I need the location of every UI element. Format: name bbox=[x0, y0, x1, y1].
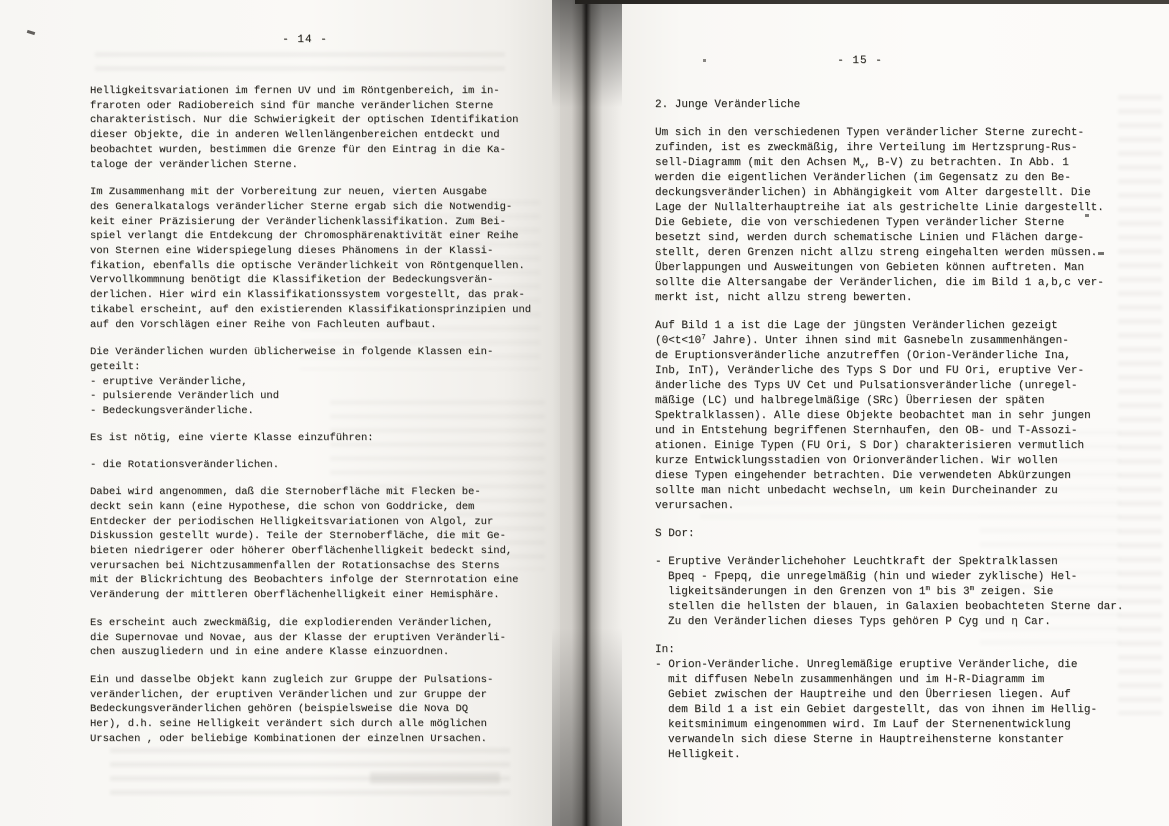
sdor-label: S Dor: bbox=[655, 528, 695, 540]
page-15-text bbox=[655, 98, 1127, 763]
paragraph-fourth-class: Es ist nötig, eine vierte Klasse einzuführen: bbox=[90, 431, 374, 444]
page-14-text bbox=[90, 84, 548, 746]
variable-classes-list bbox=[90, 375, 548, 419]
page-number: - 14 - bbox=[282, 34, 328, 46]
scan-top-edge bbox=[575, 0, 1169, 4]
in-label: In: bbox=[655, 644, 675, 656]
page-number: - 15 - bbox=[837, 55, 883, 67]
paragraph-wavelength-variations: Helligkeitsvariationen im fernen UV und im Röntgenbereich, im in- fraroten oder Radiobereich sind für manche veränderlichen Sterne charakteristisch. Nur die Schwierigkeit der optischen Identifikation dieser Objekte, die in anderen Wellenlängenbereichen entdeckt und beobachtet wurden, bestimmen die Grenze für den Eintrag in die Ka- taloge der veränderlichen Sterne. bbox=[90, 85, 519, 171]
paragraph-catalog-revision: Im Zusammenhang mit der Vorbereitung zur neuen, vierten Ausgabe des Generalkatalogs veränderlicher Sterne ergab sich die Notwendig- keit einer Präzisierung der Veränderlichenklassifikation. Zum Bei- spiel verlangt die Entdekcung der Chromosphärenaktivität einer Reihe von Sternen eine Widerspiegelung dieses Phänomens in der Klassi- fikation, ebenfalls die optische Veränderlichkeit von Röntgenquellen. Vervollkommnung benötigt die Klassifiketion der Bedeckungsverän- derlichen. Hier wird ein Klassifikationssystem vorgestellt, das prak- tikabel erscheint, auf den existierenden Klassifikationsprinzipien und auf den Vorschlägen einer Reihe von Fachleuten aufbaut. bbox=[90, 186, 532, 331]
paragraph-youngest-variables: Auf Bild 1 a ist die Lage der jüngsten Veränderlichen gezeigt ($0<t<10^7$ Jahre). Unter ihnen sind mit Gasnebeln zusammenhängen- de Eruptionsveränderliche anzutreffen (Orion-Veränderliche Ina, Inb, InT), Veränderliche des Typs S Dor und FU Ori, eruptive Ver- änderliche des Typs UV Cet und Pulsationsveränderliche (unregel- mäßige (LC) und halbregelmäßige (SRc) Überriesen der späten Spektralklassen). Alle diese Objekte beobachtet man in sehr jungen und in Entstehung begriffenen Sternhaufen, den OB- und T-Assozi- ationen. Einige Typen (FU Ori, S Dor) charakterisieren vermutlich kurze Entwicklungsstadien von Orionveränderlichen. Wir wollen diese Typen eingehender betrachten. Die verwendeten Abkürzungen sollte man nicht unbedacht wechseln, um kein Durcheinander zu verursachen. bbox=[655, 320, 1091, 512]
paragraph-classes-intro: Die Veränderlichen wurden üblicherweise in folgende Klassen ein- geteilt: bbox=[90, 346, 494, 373]
sdor-description: - Eruptive Veränderlichehoher Leuchtkraft der Spektralklassen Bpeq - Fpepq, die unregelmäßig (hin und wieder zyklische) Hel- ligkeitsänderungen in den Grenzen von 1$^m$ bis 3$^m$ zeigen. Sie stellen die hellsten der blauen, in Galaxien beobachteten Sterne dar. Zu den Veränderlichen dieses Typs gehören P Cyg und η Car. bbox=[655, 556, 1124, 628]
list-item-eclipsing: - Bedeckungsveränderliche. bbox=[90, 405, 254, 418]
list-item-eruptive: - eruptive Veränderliche, bbox=[90, 375, 248, 388]
paragraph-hr-diagram: Um sich in den verschiedenen Typen veränderlicher Sterne zurecht- zufinden, ist es zweckmäßig, ihre Verteilung im Hertzsprung-Rus- sell-Diagramm (mit den Achsen $M_v$, B-V) zu betrachten. In Abb. 1 werden die eigentlichen Veränderlichen (im Gegensatz zu den Be- deckungsveränderlichen) in Abhängigkeit vom Alter dargestellt. Die Lage der Nullalterhauptreihe iat als gestrichelte Linie dargestellt. Die Gebiete, die von verschiedenen Typen veränderlicher Sterne besetzt sind, werden durch schematische Linien und Flächen darge- stellt, deren Grenzen nicht allzu streng eingehalten werden müssen. Überlappungen und Ausweitungen von Gebieten können auftreten. Man sollte die Altersangabe der Veränderlichen, die im Bild 1 a,b,c ver- merkt ist, nicht allzu streng bewerten. bbox=[655, 127, 1104, 304]
paragraph-exploding-variables: Es erscheint auch zweckmäßig, die explodierenden Veränderlichen, die Supernovae und Novae, aus der Klasse der eruptiven Veränderli- chen auszugliedern und in eine andere Klasse einzuordnen. bbox=[90, 616, 506, 659]
rotation-class-item: - die Rotationsveränderlichen. bbox=[90, 459, 280, 472]
page-14 bbox=[0, 0, 560, 826]
orion-description: - Orion-Veränderliche. Unreglemäßige eruptive Veränderliche, die mit diffusen Nebeln zusammenhängen und im H-R-Diagramm im Gebiet zwischen der Hauptreihe und den Überriesen liegen. Auf dem Bild 1 a ist ein Gebiet dargestellt, das von ihnen im Hellig- keitsminimum eingenommen wird. Im Lauf der Sternenentwicklung verwandeln sich diese Sterne in Hauptreihensterne konstanter Helligkeit. bbox=[655, 659, 1098, 761]
list-item-pulsating: - pulsierende Veränderlich und bbox=[90, 390, 280, 403]
paragraph-multiple-membership: Ein und dasselbe Objekt kann zugleich zur Gruppe der Pulsations- veränderlichen, der eruptiven Veränderlichen und zur Gruppe der Bedeckungsveränderlichen gehören (beispielsweise die Nova DQ Her), d.h. seine Helligkeit verändert sich durch alle möglichen Ursachen , oder beliebige Kombinationen der einzelnen Ursachen. bbox=[90, 673, 494, 745]
section-heading-junge-veraenderliche: 2. Junge Veränderliche bbox=[655, 99, 801, 111]
paragraph-star-spots: Dabei wird angenommen, daß die Sternoberfläche mit Flecken be- deckt sein kann (eine Hypothese, die schon von Goddricke, dem Entdecker der periodischen Helligkeitsvariationen von Algol, zur Diskussion gestellt wurde). Teile der Sternoberfläche, die mit Ge- bieten niedrigerer oder höherer Oberflächenhelligkeit bedeckt sind, verursachen bei Nichtzusammenfallen der Rotationsachse des Sterns mit der Blickrichtung des Beobachters infolge der Sternrotation eine Veränderung der mittleren Oberflächenhelligkeit einer Hemisphäre. bbox=[90, 486, 519, 602]
